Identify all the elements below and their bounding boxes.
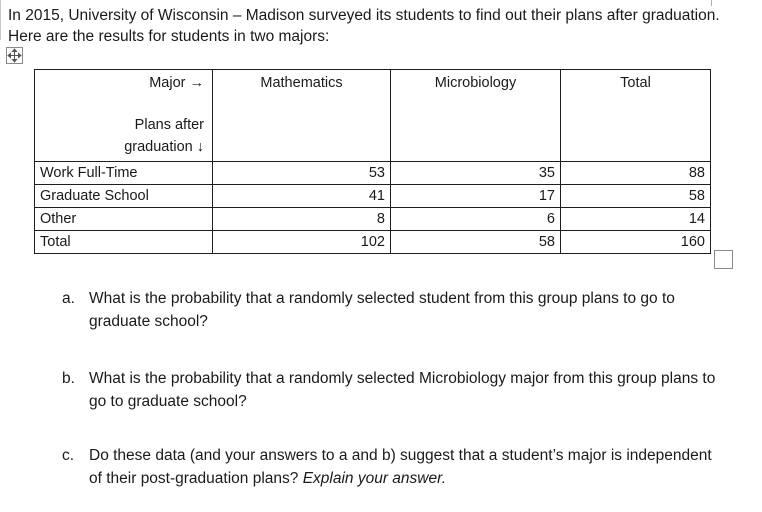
table-cell: 102 bbox=[213, 231, 391, 254]
survey-table bbox=[34, 69, 711, 254]
plans-label-line2: graduation ↓ bbox=[124, 139, 204, 155]
plans-label bbox=[124, 114, 204, 158]
table-cell: 17 bbox=[391, 185, 561, 208]
table-resize-handle-icon[interactable] bbox=[714, 250, 733, 269]
table-row bbox=[35, 231, 711, 254]
page-edge-line bbox=[0, 0, 1, 40]
question-text: What is the probability that a randomly selected student from this group plans to go to graduate school? bbox=[89, 290, 675, 330]
table-cell: 88 bbox=[561, 162, 711, 185]
question-text: What is the probability that a randomly selected Microbiology major from this group plans to go to graduate school? bbox=[89, 370, 716, 410]
corner-header-cell bbox=[35, 70, 213, 162]
column-header-microbiology: Microbiology bbox=[391, 70, 561, 162]
row-label: Graduate School bbox=[35, 185, 213, 208]
question-a bbox=[62, 287, 722, 333]
column-header-mathematics: Mathematics bbox=[213, 70, 391, 162]
row-label: Work Full-Time bbox=[35, 162, 213, 185]
table-cell: 6 bbox=[391, 208, 561, 231]
row-label: Total bbox=[35, 231, 213, 254]
table-header-row bbox=[35, 70, 711, 162]
question-letter: c. bbox=[62, 447, 75, 464]
question-emphasis: Explain your answer. bbox=[302, 470, 447, 487]
column-header-total: Total bbox=[561, 70, 711, 162]
question-text-container bbox=[89, 444, 722, 490]
question-text: Do these data (and your answers to a and b) suggest that a student’s major is independent of their post-graduation plans? bbox=[89, 447, 712, 487]
intro-paragraph: In 2015, University of Wisconsin – Madison surveyed its students to find out their plans after graduation. Here are the results for students in two majors: bbox=[8, 7, 720, 45]
table-cell: 35 bbox=[391, 162, 561, 185]
table-cell: 58 bbox=[391, 231, 561, 254]
table-row bbox=[35, 185, 711, 208]
table-row bbox=[35, 162, 711, 185]
table-row bbox=[35, 208, 711, 231]
row-label: Other bbox=[35, 208, 213, 231]
table-cell: 160 bbox=[561, 231, 711, 254]
table-cell: 41 bbox=[213, 185, 391, 208]
question-b bbox=[62, 367, 722, 413]
question-c bbox=[62, 444, 722, 490]
question-letter: b. bbox=[62, 370, 75, 387]
table-cell: 53 bbox=[213, 162, 391, 185]
table-cell: 8 bbox=[213, 208, 391, 231]
plans-label-line1: Plans after bbox=[134, 117, 204, 133]
major-label: Major → bbox=[149, 75, 204, 91]
move-arrows-icon[interactable] bbox=[6, 47, 23, 64]
table-cell: 14 bbox=[561, 208, 711, 231]
table-cell: 58 bbox=[561, 185, 711, 208]
question-letter: a. bbox=[62, 290, 75, 307]
